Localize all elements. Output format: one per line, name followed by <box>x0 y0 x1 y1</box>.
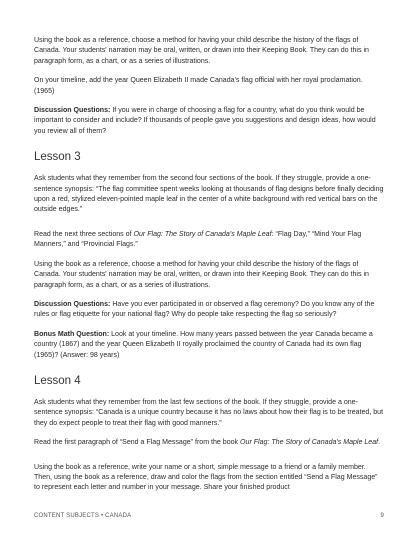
reading-suffix: : “Flag Day,” “Mind Your Flag Manners,” and “Provincial Flags.” <box>34 230 362 249</box>
intro-discussion <box>34 106 384 137</box>
lesson-4-heading: Lesson 4 <box>34 374 81 387</box>
intro-paragraph-1: Using the book as a reference, choose a method for having your child describe the history of the flags of Canada. Your students' narration may be oral, written, or drawn into their Keeping Book. They can do this in paragraph form, as a chart, or as a series of illustrations. <box>34 37 369 65</box>
lesson-3-discussion <box>34 300 384 321</box>
book-title: Our Flag: The Story of Canada's Maple Leaf <box>133 230 272 238</box>
lesson-3-synopsis: Ask students what they remember from the second four sections of the book. If they struggle, provide a one-sentence synopsis: “The flag committee spent weeks looking at thousands of flag designs before finally deciding upon a red, stylized eleven-pointed maple leaf in the center of a white background with red vertical bars on the outside edges.” <box>34 175 384 214</box>
lesson-3-narration: Using the book as a reference, choose a method for having your child describe the history of the flags of Canada. Your students' narration may be oral, written, or drawn into their Keeping Book. They can do this in paragraph form, as a chart, or as a series of illustrations. <box>34 260 369 289</box>
discussion-text: If you were in charge of choosing a flag for a country, what do you think would be important to consider and include? If thousands of people gave you suggestions and design ideas, how would you review all of them? <box>34 107 376 135</box>
bonus-label: Bonus Math Question: <box>34 330 110 338</box>
lesson-4-activity: Using the book as a reference, write your name or a short, simple message to a friend or a family member. Then, using the book as a reference, draw and color the flags from the section entitled “Send a Flag Message” to represent each letter and number in your message. Share your finished product <box>34 463 378 492</box>
book-title: Our Flag: The Story of Canada's Maple Leaf <box>240 439 379 447</box>
page-number: 9 <box>380 513 384 519</box>
document-body <box>34 36 384 503</box>
lesson-4-synopsis: Ask students what they remember from the last few sections of the book. If they struggle, provide a one-sentence synopsis: “Canada is a unique country because it has no laws about how their flag is to be treated, but they do expect people to treat their flag with good manners.” <box>34 398 384 427</box>
lesson-3-heading: Lesson 3 <box>34 151 81 164</box>
discussion-label: Discussion Questions: <box>34 107 111 115</box>
footer-label: CONTENT SUBJECTS • CANADA <box>34 513 132 519</box>
intro-paragraph-2: On your timeline, add the year Queen Elizabeth II made Canada's flag official with her royal proclamation. (1965) <box>34 77 363 95</box>
page-footer <box>34 512 384 520</box>
discussion-text: Have you ever participated in or observed a flag ceremony? Do you know any of the rules or flag etiquette for your national flag? Why do people take respecting the flag so seriously? <box>34 300 375 319</box>
reading-prefix: Read the first paragraph of “Send a Flag Message” from the book <box>34 439 241 447</box>
reading-prefix: Read the next three sections of <box>34 230 134 238</box>
lesson-4-reading <box>34 438 384 448</box>
lesson-3-reading <box>34 230 384 251</box>
discussion-label: Discussion Questions: <box>34 300 111 308</box>
lesson-3-bonus <box>34 330 384 361</box>
reading-suffix: . <box>378 439 381 447</box>
bonus-text: Look at your timeline. How many years passed between the year Canada became a country (1867) and the year Queen Elizabeth II royally proclaimed the country of Canada had its own flag (1965)? (Answer: 98 years) <box>34 330 373 359</box>
